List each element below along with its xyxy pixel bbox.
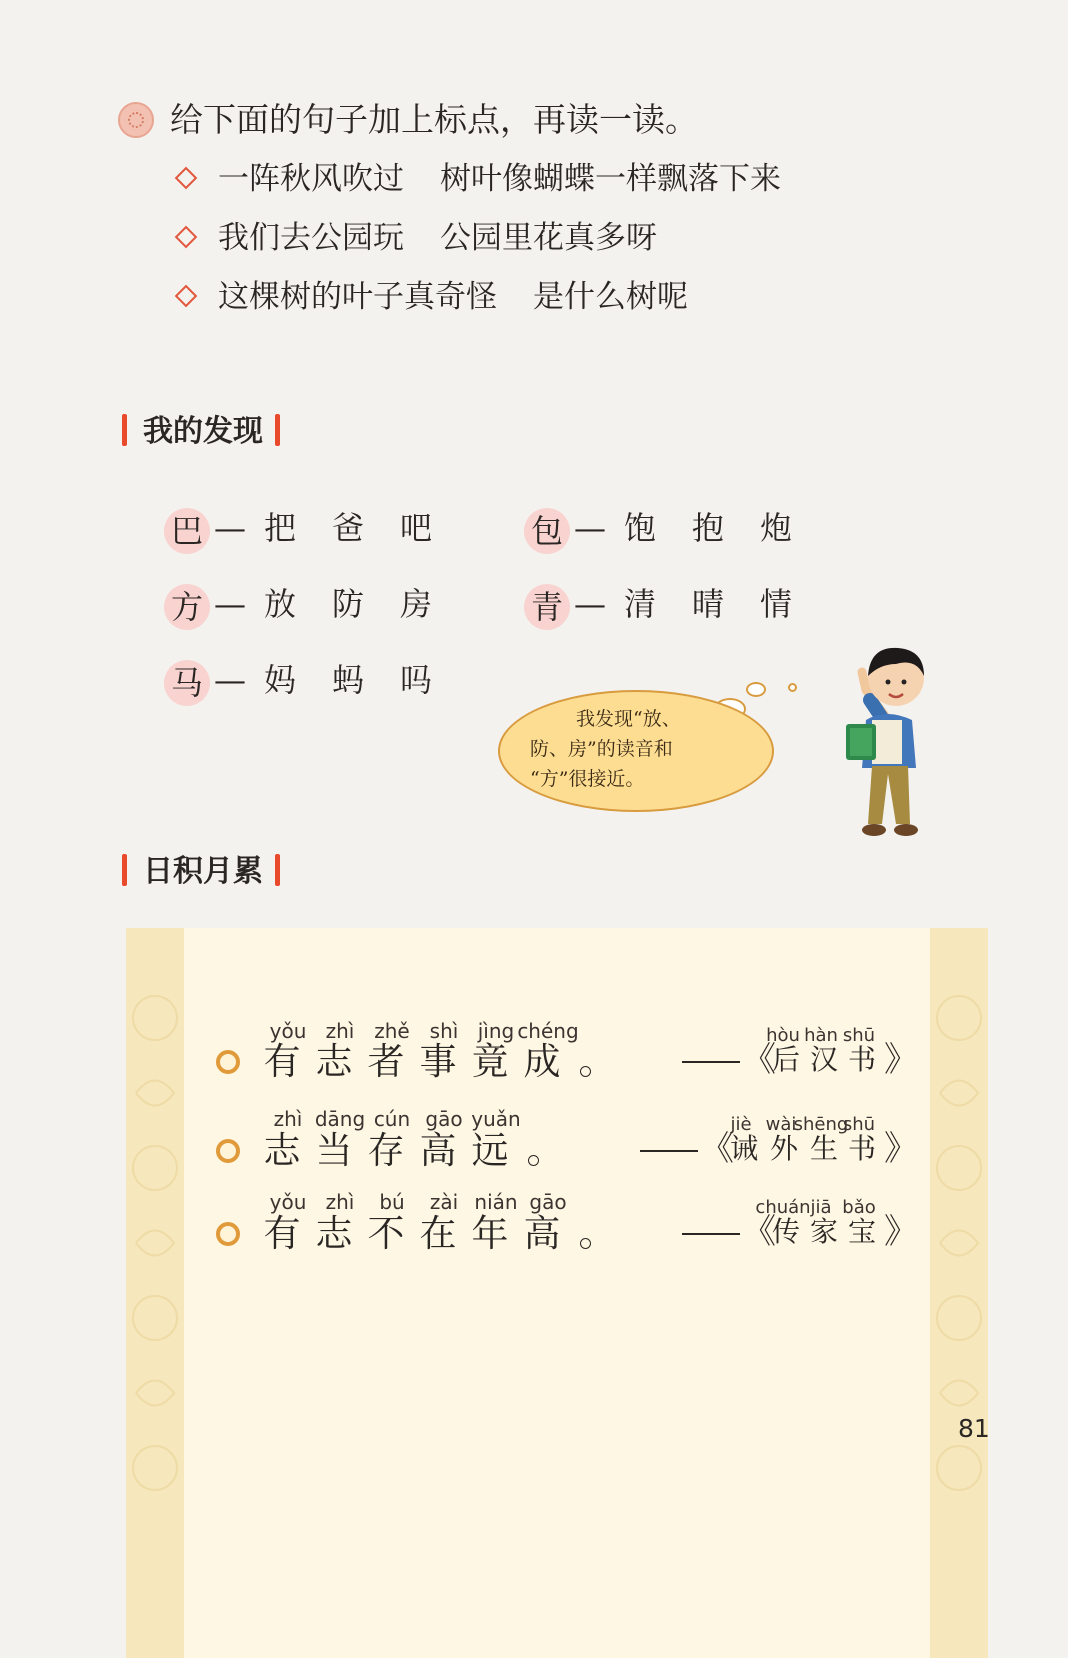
diamond-icon [175, 226, 198, 249]
char-group: 马 — 妈 蚂 吗 [164, 654, 450, 706]
exercise-title: 给下面的句子加上标点，再读一读。 [170, 100, 698, 139]
source-dash [682, 1233, 740, 1235]
period-mark [580, 1238, 591, 1249]
exercise-icon [118, 102, 154, 138]
thought-dot [746, 682, 766, 697]
source-dash [640, 1150, 698, 1152]
char-group: 方 — 放 防 房 [164, 578, 450, 630]
root-char: 马 [164, 660, 210, 706]
bullet-circle-icon [216, 1050, 240, 1074]
exercise-item: 我们去公园玩 公园里花真多呀 [172, 216, 657, 260]
exercise-item: 一阵秋风吹过 树叶像蝴蝶一样飘落下来 [172, 157, 781, 201]
diamond-icon [175, 167, 198, 190]
period-mark [528, 1155, 539, 1166]
speech-bubble-text: 我发现“放、 防、房”的读音和 “方”很接近。 [530, 708, 681, 790]
header-bar [275, 414, 280, 446]
root-char: 包 [524, 508, 570, 554]
root-char: 巴 [164, 508, 210, 554]
section-header-discovery: 我的发现 [122, 412, 280, 452]
header-bar [122, 414, 127, 446]
bullet-circle-icon [216, 1222, 240, 1246]
char-group: 巴 — 把 爸 吧 [164, 502, 450, 554]
thought-dot [788, 683, 797, 692]
section-header-accumulate: 日积月累 [122, 852, 280, 892]
exercise-item: 这棵树的叶子真奇怪 是什么树呢 [172, 275, 688, 319]
boy-illustration [826, 628, 946, 848]
root-char: 青 [524, 584, 570, 630]
root-char: 方 [164, 584, 210, 630]
char-group: 青 — 清 晴 情 [524, 578, 810, 630]
diamond-icon [175, 285, 198, 308]
header-bar [275, 854, 280, 886]
source-dash [682, 1061, 740, 1063]
bullet-circle-icon [216, 1139, 240, 1163]
period-mark [580, 1066, 591, 1077]
char-group: 包 — 饱 抱 炮 [524, 502, 810, 554]
header-bar [122, 854, 127, 886]
page-number: 81 [958, 1414, 990, 1443]
